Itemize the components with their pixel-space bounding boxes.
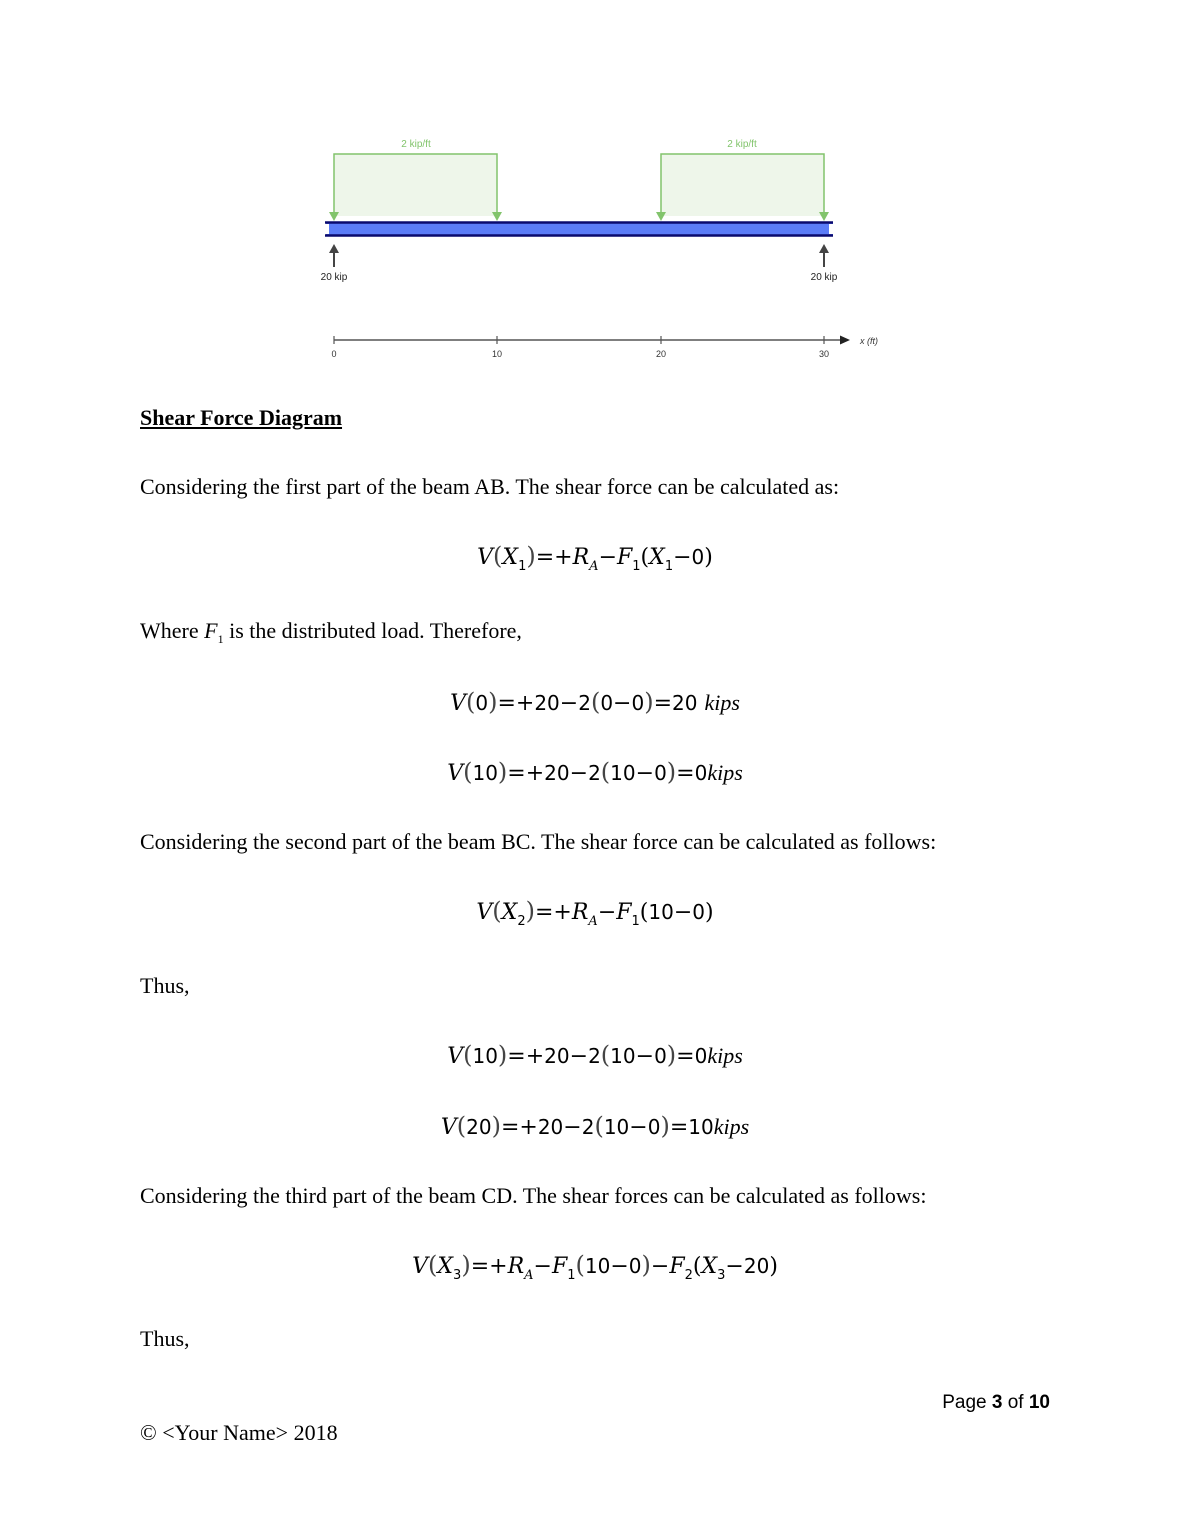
paragraph-cd-intro: Considering the third part of the beam CD. The shear forces can be calculated as follows: (140, 1183, 927, 1208)
svg-text:20 kip: 20 kip (810, 272, 838, 283)
equation-v-0: V(0)=+20−2(0−0)=20 kips (450, 688, 740, 716)
load-label-1: 2 kip/ft (401, 139, 431, 150)
x-axis (331, 336, 878, 360)
copyright-footer: © <Your Name> 2018 (140, 1420, 338, 1445)
paragraph-thus-1: Thus, (140, 973, 190, 998)
svg-text:0: 0 (331, 349, 337, 359)
section-heading: Shear Force Diagram (140, 405, 343, 430)
page-number: Page 3 of 10 (942, 1392, 1050, 1413)
equation-v-10-bc: V(10)=+20−2(10−0)=0kips (447, 1041, 743, 1069)
equation-v-x1: $V(X_1)=+R_A-F_1(X_1-0)$ (477, 542, 713, 574)
equation-v-x3: $V(X_3)=+R_A-F_1(10-0)-F_2(X_3-20)$ (412, 1251, 778, 1283)
svg-text:10: 10 (491, 349, 503, 359)
distributed-load-2 (656, 139, 829, 221)
equation-v-20: V(20)=+20−2(10−0)=10kips (440, 1112, 750, 1140)
svg-text:30: 30 (818, 349, 830, 359)
paragraph-bc-intro: Considering the second part of the beam BC. The shear force can be calculated as follows: (140, 829, 937, 854)
load-label-2: 2 kip/ft (727, 139, 757, 150)
svg-text:20: 20 (655, 349, 667, 359)
paragraph-where-f1: Where $F_1$ is the distributed load. Therefore, (140, 618, 522, 646)
paragraph-thus-2: Thus, (140, 1326, 190, 1351)
equation-v-x2: $V(X_2)=+R_A-F_1(10-0)$ (476, 897, 714, 929)
paragraph-ab-intro: Considering the first part of the beam AB. The shear force can be calculated as: (140, 474, 840, 499)
svg-text:x (ft): x (ft) (860, 336, 878, 346)
beam (325, 222, 833, 236)
beam-loading-diagram (310, 130, 900, 370)
equation-v-10-ab: V(10)=+20−2(10−0)=0kips (447, 758, 743, 786)
reaction-arrow-left (321, 244, 348, 283)
reaction-arrow-right (811, 244, 838, 283)
distributed-load-1 (329, 139, 502, 221)
svg-text:20 kip: 20 kip (320, 272, 348, 283)
